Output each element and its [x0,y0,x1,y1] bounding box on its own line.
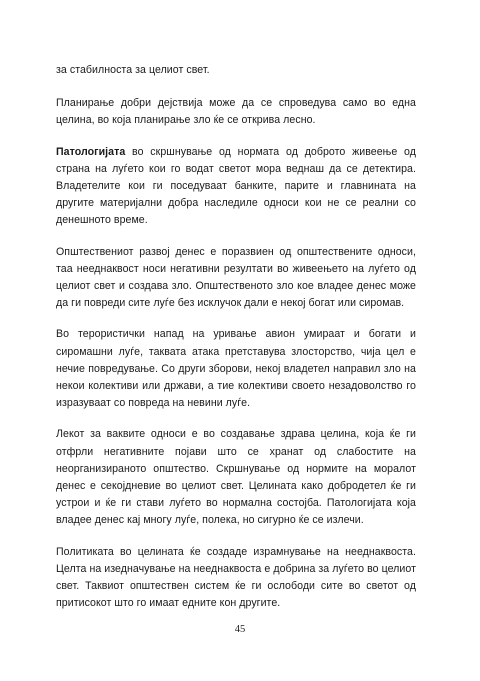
paragraph-6: Лекот за ваквите односи е во создавање здрава целина, која ќе ги отфрли негативните појави што се хранат од слабостите на неорганизираното општество. Скршнување од нормите на моралот денес е секојдневие во целиот свет. Целината како добродетел ќе ги устрои и ќе ги стави луѓето во нормална состојба. Патологијата која владее денес кај многу луѓе, полека, но сигурно ќе се излечи. [56,428,416,527]
paragraph-7: Политиката во целината ќе создаде израмнување на нееднаквоста. Целта на изедначување на нееднаквоста е добрина за луѓето во целиот свет. Таквиот општествен систем ќе ги ослободи сите во светот од притисокот што го имаат едните кон другите. [56,545,416,610]
paragraph-2: Планирање добри дејствија може да се спроведува само во една целина, во која планирање зло ќе се открива лесно. [56,97,416,127]
body-text [56,62,416,626]
page-number: 45 [234,624,246,635]
bold-term: Патологијата [56,145,126,158]
paragraph-1: за стабилноста за целиот свет. [56,64,210,76]
paragraph-3: Патологијата во скршнување од нормата од доброто живеење од страна на луѓето кои го водат светот мора веднаш да се детектира. Владетелите кои ги поседуваат банките, парите и главнината на другите материјални добра наследиле односи кои не се реални со денешното време. [56,145,416,227]
paragraph-4: Општествениот развој денес е поразвиен од општествените односи, таа нееднаквост носи негативни резултати во живеењето на луѓето од целиот свет и создава зло. Општественото зло кое владее денес може да ги повреди сите луѓе без исклучок дали е некој богат или сиромав. [56,245,416,310]
paragraph-5: Во терористички напад на уривање авион умираат и богати и сиромашни луѓе, таквата атака претставува злосторство, чија цел е нечие повредување. Со други зборови, некој владетел направил зло на некои колективи или држави, а тие колективи своето незадоволство го изразуваат со повреда на невини луѓе. [56,328,416,410]
